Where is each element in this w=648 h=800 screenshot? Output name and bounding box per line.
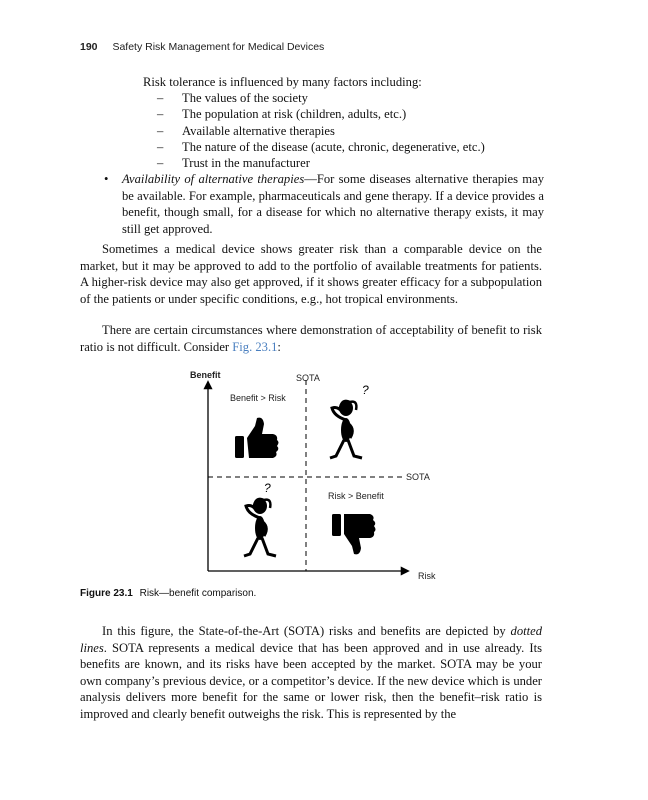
page-number: 190 [80, 41, 98, 53]
bullet-text [122, 171, 544, 237]
x-axis-label: Risk [418, 571, 436, 581]
question-mark: ? [362, 383, 369, 397]
question-mark: ? [264, 481, 271, 495]
bullet-term: Availability of alternative therapies [122, 172, 305, 186]
paragraph: Sometimes a medical device shows greater risk than a comparable device on the market, but it may be approved to add to the portfolio of available treatments for patients. A higher-risk device may also get approved, if it shows greater efficacy for a subpopulation of the patients or under specific conditions, e.g., hot tropical environments. [80, 242, 542, 306]
list-item: – Trust in the manufacturer [157, 155, 485, 171]
bullet-symbol: • [104, 172, 109, 186]
risk-factor-list [157, 90, 485, 171]
sota-top-label: SOTA [296, 373, 320, 383]
thumbs-up-icon [235, 418, 279, 458]
figure-caption [80, 588, 256, 599]
paragraph-text: In this figure, the State-of-the-Art (SOTA) risks and benefits are depicted by [102, 624, 511, 638]
list-item: – The nature of the disease (acute, chronic, degenerative, etc.) [157, 139, 485, 155]
paragraph-text: . SOTA represents a medical device that has been approved and in use already. Its benefits are known, and its risks have been accepted by the market. SOTA may be your own company’s previous device, or a competitor’s device. If the new device which is under analysis delivers more benefit for the same or lower risk, then the benefit–risk ratio is improved and clearly benefit outweighs the risk. This is represented by the [80, 640, 542, 721]
figure-link[interactable]: Fig. 23.1 [232, 339, 278, 354]
figure-number: Figure 23.1 [80, 588, 133, 599]
caption-text: Risk—benefit comparison. [139, 588, 257, 599]
bullet-item [104, 171, 544, 237]
paragraph-text: There are certain circumstances where demonstration of acceptability of benefit to risk ratio is not difficult. Consider [80, 323, 542, 354]
paragraph-text: : [277, 339, 281, 354]
risk-benefit-figure [180, 366, 460, 588]
running-title: Safety Risk Management for Medical Devices [112, 41, 325, 53]
list-item: – The population at risk (children, adults, etc.) [157, 106, 485, 122]
paragraph [80, 322, 542, 355]
emphasis-text: dotted lines [80, 624, 542, 655]
quadrant-label-upper-left: Benefit > Risk [230, 393, 286, 403]
bullet-body: —For some diseases alternative therapies may be available. For example, pharmaceuticals and gene therapy. If a device provides a benefit, though small, for a disease for which no alternative therapy exists, it may still get approved. [122, 172, 544, 236]
quadrant-label-lower-right: Risk > Benefit [328, 491, 384, 501]
y-axis-label: Benefit [190, 370, 221, 380]
thinking-person-icon [330, 383, 369, 458]
thumbs-down-icon [332, 514, 376, 554]
list-item: – Available alternative therapies [157, 123, 485, 139]
thinking-person-icon [244, 481, 276, 556]
sota-right-label: SOTA [406, 472, 430, 482]
running-header [80, 41, 324, 53]
intro-sentence: Risk tolerance is influenced by many factors including: [143, 75, 422, 89]
list-item: – The values of the society [157, 90, 485, 106]
paragraph [80, 623, 542, 722]
